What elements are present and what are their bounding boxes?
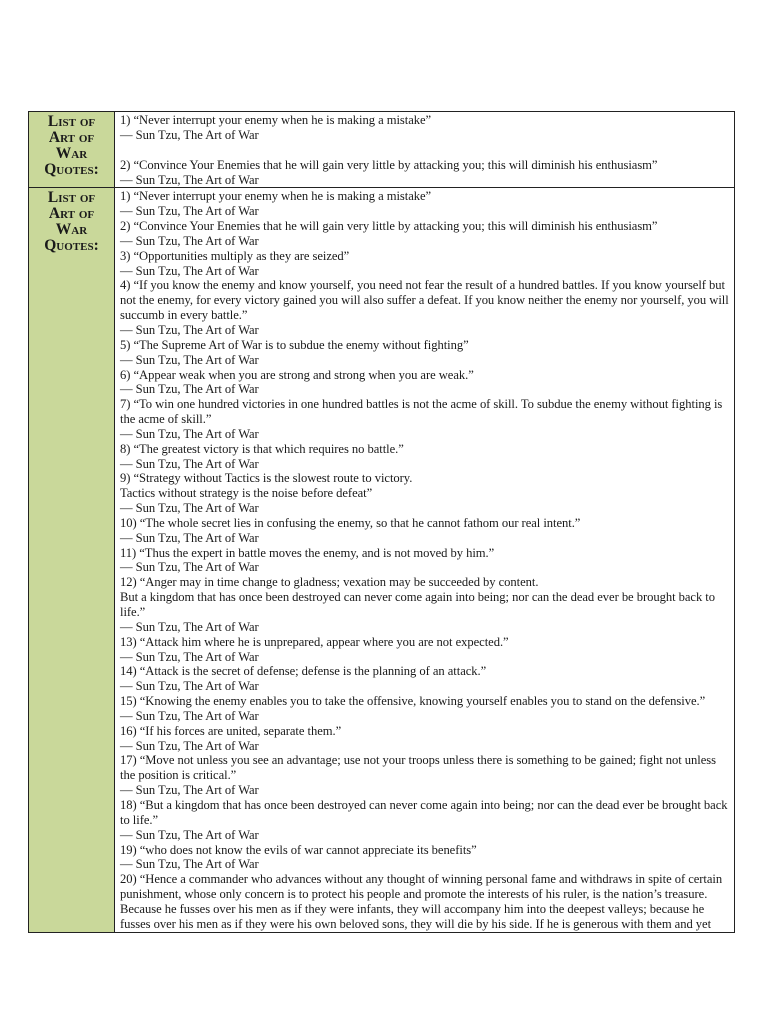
- quote-text: 2) “Convince Your Enemies that he will gain very little by attacking you; this will diminish his enthusiasm”: [120, 157, 658, 172]
- label-line: War: [55, 145, 88, 162]
- quote-text: 14) “Attack is the secret of defense; defense is the planning of an attack.”: [120, 664, 487, 679]
- quote-text: 5) “The Supreme Art of War is to subdue the enemy without fighting”: [120, 337, 469, 352]
- quote-list: [120, 189, 730, 931]
- quote-attribution: — Sun Tzu, The Art of War: [120, 127, 259, 142]
- quote-attribution: — Sun Tzu, The Art of War: [120, 530, 259, 545]
- quote-text: 13) “Attack him where he is unprepared, appear where you are not expected.”: [120, 634, 509, 649]
- quote-text: 16) “If his forces are united, separate them.”: [120, 723, 342, 738]
- quote-attribution: — Sun Tzu, The Art of War: [120, 619, 259, 634]
- label-line: Quotes:: [44, 237, 99, 255]
- quote-attribution: — Sun Tzu, The Art of War: [120, 172, 259, 187]
- label-line: War: [55, 221, 88, 239]
- quote-text: 1) “Never interrupt your enemy when he is making a mistake”: [120, 189, 432, 204]
- quotes-cell: [115, 188, 735, 933]
- quote-text: 9) “Strategy without Tactics is the slowest route to victory.: [120, 471, 413, 486]
- quote-text: 3) “Opportunities multiply as they are seized”: [120, 248, 350, 263]
- quote-attribution: — Sun Tzu, The Art of War: [120, 857, 259, 872]
- quote-text: 4) “If you know the enemy and know yourself, you need not fear the result of a hundred battles. If you know yourself but not the enemy, for every victory gained you will also suffer a defeat. If you know neither the enemy nor yourself, you will succumb in every battle.”: [120, 278, 729, 323]
- quotes-table: [28, 111, 735, 933]
- quote-attribution: — Sun Tzu, The Art of War: [120, 456, 259, 471]
- quote-text: 11) “Thus the expert in battle moves the enemy, and is not moved by him.”: [120, 545, 495, 560]
- label-line: List of: [47, 113, 96, 130]
- quote-attribution: — Sun Tzu, The Art of War: [120, 352, 259, 367]
- quote-text: 20) “Hence a commander who advances without any thought of winning personal fame and withdraws in spite of certain punishment, whose only concern is to protect his people and promote the interests of his ruler, is the nation’s treasure. Because he fusses over his men as if they were infants, they will accompany him into the deepest valleys; because he fusses over his men as if they were his own beloved sons, they will die by his side. If he is generous with them and yet: [120, 872, 723, 931]
- quote-attribution: — Sun Tzu, The Art of War: [120, 322, 259, 337]
- quote-text: 6) “Appear weak when you are strong and strong when you are weak.”: [120, 367, 474, 382]
- label-cell: [29, 188, 115, 933]
- quote-attribution: — Sun Tzu, The Art of War: [120, 501, 259, 516]
- quote-attribution: — Sun Tzu, The Art of War: [120, 708, 259, 723]
- quote-attribution: — Sun Tzu, The Art of War: [120, 263, 259, 278]
- table-row: [29, 188, 735, 933]
- quote-text: 12) “Anger may in time change to gladness; vexation may be succeeded by content.: [120, 575, 539, 590]
- label-line: Art of: [48, 205, 95, 223]
- quote-text: Tactics without strategy is the noise before defeat”: [120, 486, 373, 501]
- label-line: List of: [47, 189, 96, 207]
- quote-attribution: — Sun Tzu, The Art of War: [120, 649, 259, 664]
- quote-text: 1) “Never interrupt your enemy when he is making a mistake”: [120, 113, 432, 127]
- quote-text: 10) “The whole secret lies in confusing the enemy, so that he cannot fathom our real intent.”: [120, 515, 581, 530]
- quote-attribution: — Sun Tzu, The Art of War: [120, 827, 259, 842]
- quote-text: 15) “Knowing the enemy enables you to take the offensive, knowing yourself enables you to stand on the defensive.”: [120, 694, 706, 709]
- quote-attribution: — Sun Tzu, The Art of War: [120, 738, 259, 753]
- quote-text: 19) “who does not know the evils of war cannot appreciate its benefits”: [120, 842, 477, 857]
- label-cell: [29, 112, 115, 188]
- quote-attribution: — Sun Tzu, The Art of War: [120, 783, 259, 798]
- quote-text: 2) “Convince Your Enemies that he will gain very little by attacking you; this will diminish his enthusiasm”: [120, 219, 658, 234]
- quote-attribution: — Sun Tzu, The Art of War: [120, 382, 259, 397]
- quote-attribution: — Sun Tzu, The Art of War: [120, 204, 259, 219]
- quote-text: 8) “The greatest victory is that which requires no battle.”: [120, 441, 404, 456]
- spacer: [120, 143, 730, 158]
- table-row: [29, 112, 735, 188]
- quote-text: 7) “To win one hundred victories in one hundred battles is not the acme of skill. To subdue the enemy without fighting is the acme of skill.”: [120, 397, 723, 427]
- label-line: Art of: [48, 129, 95, 146]
- quotes-cell: [115, 112, 735, 188]
- label-line: Quotes:: [44, 161, 99, 178]
- quote-attribution: — Sun Tzu, The Art of War: [120, 426, 259, 441]
- quote-attribution: — Sun Tzu, The Art of War: [120, 679, 259, 694]
- quote-text: But a kingdom that has once been destroyed can never come again into being; nor can the dead ever be brought back to life.”: [120, 590, 715, 619]
- quote-text: 17) “Move not unless you see an advantage; use not your troops unless there is something to be gained; fight not unless the position is critical.”: [120, 753, 716, 783]
- quote-attribution: — Sun Tzu, The Art of War: [120, 560, 259, 575]
- quote-text: 18) “But a kingdom that has once been destroyed can never come again into being; nor can the dead ever be brought back to life.”: [120, 797, 728, 827]
- quote-attribution: — Sun Tzu, The Art of War: [120, 233, 259, 248]
